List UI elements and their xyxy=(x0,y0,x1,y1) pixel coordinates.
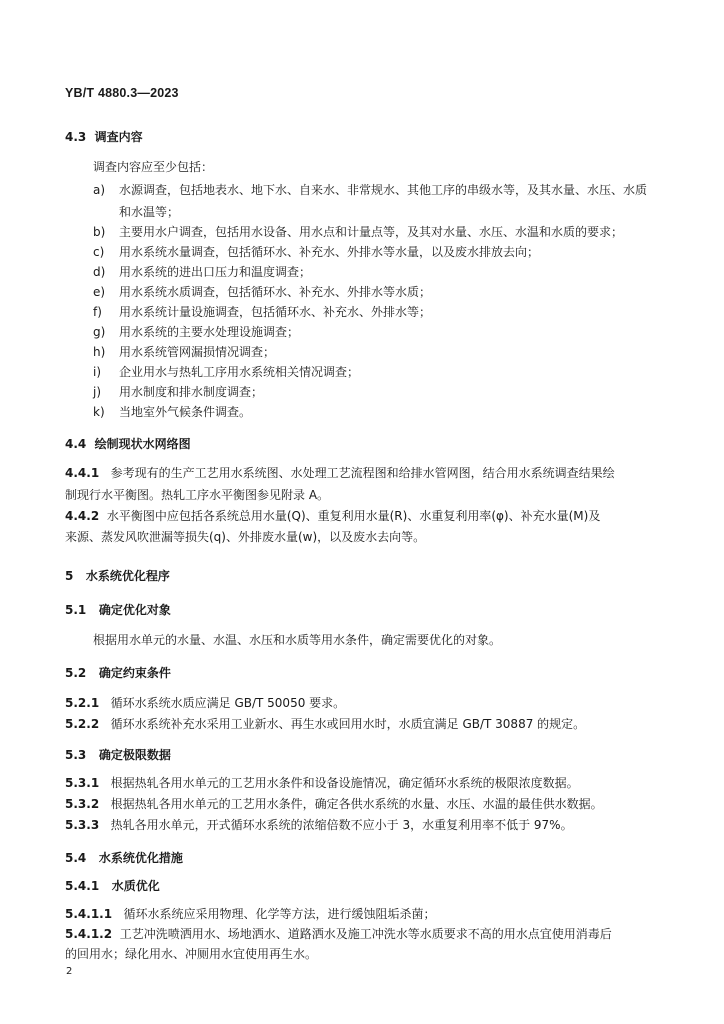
paragraph-5-4-1-2: 5.4.1.2 工艺冲洗喷洒用水、场地洒水、道路洒水及施工冲洗水等水质要求不高的用水点宜使用消毒后 xyxy=(65,927,612,941)
paragraph-5-3-1: 5.3.1 根据热轧各用水单元的工艺用水条件和设备设施情况，确定循环水系统的极限浓度数据。 xyxy=(65,776,579,790)
list-item: d) 用水系统的进出口压力和温度调查； xyxy=(93,265,312,279)
list-item: c) 用水系统水量调查，包括循环水、补充水、外排水等水量，以及废水排放去向； xyxy=(93,245,540,259)
section-4-4-heading xyxy=(65,436,191,452)
paragraph-4-4-2-cont: 来源、蒸发风吹泄漏等损失(q)、外排废水量(w)，以及废水去向等。 xyxy=(65,530,426,544)
list-item: j) 用水制度和排水制度调查； xyxy=(93,385,264,399)
page-number: 2 xyxy=(66,966,73,977)
section-5-1-heading: 5.1 确定优化对象 xyxy=(65,603,171,617)
list-item: a) 水源调查，包括地表水、地下水、自来水、非常规水、其他工序的串级水等，及其水量、水压、水质 xyxy=(93,183,648,197)
section-4-3-intro: 调查内容应至少包括： xyxy=(93,160,214,174)
section-title: 水系统优化程序 xyxy=(85,569,170,583)
list-item: f) 用水系统计量设施调查，包括循环水、补充水、外排水等； xyxy=(93,305,432,319)
list-item: h) 用水系统管网漏损情况调查； xyxy=(93,345,276,359)
paragraph-4-4-2: 4.4.2 水平衡图中应包括各系统总用水量(Q)、重复利用水量(R)、水重复利用率(φ)、补充水量(M)及 xyxy=(65,509,601,523)
section-5-4-heading: 5.4 水系统优化措施 xyxy=(65,851,183,865)
section-number: 5 xyxy=(65,569,74,583)
section-4-3-heading xyxy=(65,129,143,145)
paragraph-5-2-1: 5.2.1 循环水系统水质应满足 GB/T 50050 要求。 xyxy=(65,696,346,710)
paragraph-5-3-3: 5.3.3 热轧各用水单元，开式循环水系统的浓缩倍数不应小于 3，水重复利用率不低于 97%。 xyxy=(65,818,573,832)
list-item: i) 企业用水与热轧工序用水系统相关情况调查； xyxy=(93,365,360,379)
chapter-5-heading xyxy=(65,568,170,584)
section-5-2-heading: 5.2 确定约束条件 xyxy=(65,666,171,680)
section-number: 4.4 xyxy=(65,437,87,451)
section-5-1-text: 根据用水单元的水量、水温、水压和水质等用水条件，确定需要优化的对象。 xyxy=(93,633,502,647)
section-number: 4.3 xyxy=(65,130,87,144)
list-item-continuation: 和水温等； xyxy=(119,205,180,219)
paragraph-5-4-1-2-cont: 的回用水；绿化用水、冲厕用水宜使用再生水。 xyxy=(65,947,318,961)
paragraph-4-4-1-cont: 制现行水平衡图。热轧工序水平衡图参见附录 A。 xyxy=(65,488,330,502)
section-5-4-1-heading: 5.4.1 水质优化 xyxy=(65,879,160,893)
section-5-3-heading: 5.3 确定极限数据 xyxy=(65,748,171,762)
section-title: 调查内容 xyxy=(94,130,143,144)
section-title: 绘制现状水网络图 xyxy=(94,437,191,451)
list-item: g) 用水系统的主要水处理设施调查； xyxy=(93,325,300,339)
list-item: b) 主要用水户调查，包括用水设备、用水点和计量点等，及其对水量、水压、水温和水质的要求； xyxy=(93,225,624,239)
paragraph-5-4-1-1: 5.4.1.1 循环水系统应采用物理、化学等方法，进行缓蚀阻垢杀菌； xyxy=(65,907,436,921)
paragraph-5-2-2: 5.2.2 循环水系统补充水采用工业新水、再生水或回用水时，水质宜满足 GB/T 30887 的规定。 xyxy=(65,717,586,731)
list-item: k) 当地室外气候条件调查。 xyxy=(93,405,252,419)
standard-number-header: YB/T 4880.3—2023 xyxy=(65,86,179,100)
paragraph-5-3-2: 5.3.2 根据热轧各用水单元的工艺用水条件，确定各供水系统的水量、水压、水温的最佳供水数据。 xyxy=(65,797,603,811)
paragraph-4-4-1: 4.4.1 参考现有的生产工艺用水系统图、水处理工艺流程图和给排水管网图，结合用水系统调查结果绘 xyxy=(65,466,615,480)
list-item: e) 用水系统水质调查，包括循环水、补充水、外排水等水质； xyxy=(93,285,432,299)
